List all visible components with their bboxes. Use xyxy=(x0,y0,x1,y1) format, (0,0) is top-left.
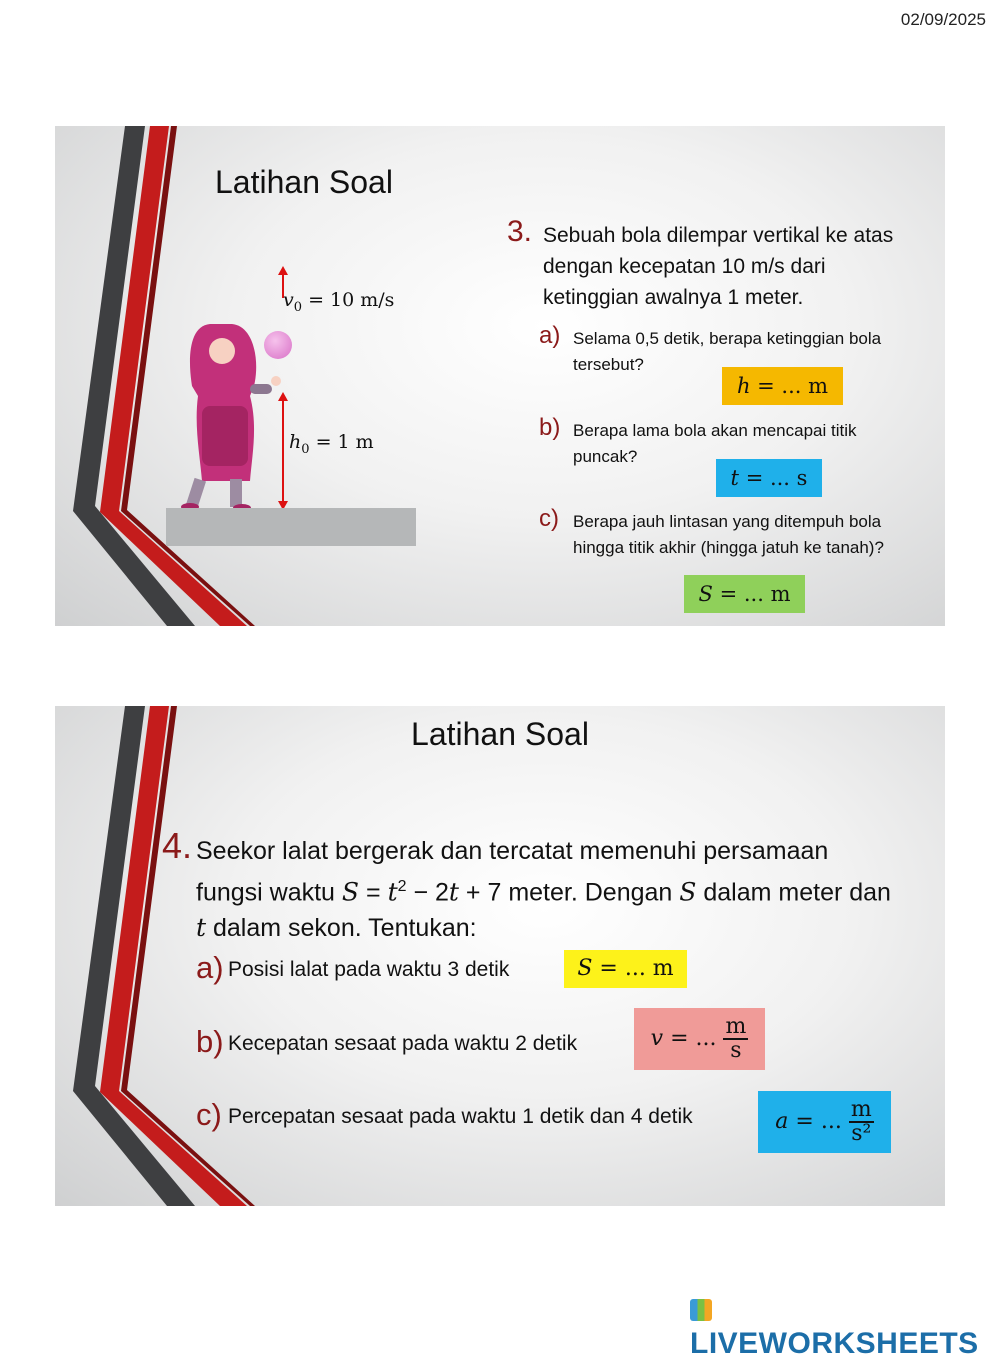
answer-field-distance[interactable]: S = ... m xyxy=(684,575,805,613)
part-label: a) xyxy=(539,322,561,349)
part-text: Kecepatan sesaat pada waktu 2 detik xyxy=(228,1032,578,1055)
question-text: Seekor lalat bergerak dan tercatat memenuhi persamaan fungsi waktu $S = t^2 - 2t + 7$ meter. Dengan S dalam meter dan t dalam sekon. Tentukan: xyxy=(196,837,891,943)
part-label: a) xyxy=(196,950,224,985)
part-text: Percepatan sesaat pada waktu 1 detik dan 4 detik xyxy=(228,1105,693,1128)
question-text: Sebuah bola dilempar vertikal ke atas dengan kecepatan 10 m/s dari ketinggian awalnya 1 meter. xyxy=(543,224,894,309)
answer-field-position[interactable]: S = ... m xyxy=(564,950,687,988)
slide-4 xyxy=(55,706,945,1206)
initial-velocity-label: $v_0 = 10$ m/s xyxy=(283,289,395,315)
slide-3 xyxy=(55,126,945,626)
part-text: Berapa jauh lintasan yang ditempuh bola hingga titik akhir (hingga jatuh ke tanah)? xyxy=(573,512,884,557)
answer-field-time[interactable]: t = ... s xyxy=(716,459,822,497)
slide-title: Latihan Soal xyxy=(411,716,589,752)
answer-field-acceleration[interactable]: a = ... $\frac{m}{\text{s²}}$ xyxy=(758,1091,891,1153)
question-number: 4. xyxy=(162,825,193,866)
question-number: 3. xyxy=(507,215,533,248)
part-label: b) xyxy=(539,414,561,441)
part-label: c) xyxy=(539,505,559,532)
answer-field-velocity[interactable]: v = ... $\frac{m}{s}$ xyxy=(634,1008,765,1070)
initial-height-label: $h_0 = 1$ m xyxy=(289,431,374,457)
part-text: Berapa lama bola akan mencapai titik puncak? xyxy=(573,421,857,466)
part-text: Posisi lalat pada waktu 3 detik xyxy=(228,958,510,981)
part-label: b) xyxy=(196,1024,224,1059)
date-stamp: 02/09/2025 xyxy=(900,10,986,29)
part-text: Selama 0,5 detik, berapa ketinggian bola tersebut? xyxy=(573,329,882,374)
ground-platform xyxy=(166,508,416,546)
liveworksheets-logo[interactable]: LIVEWORKSHEETS xyxy=(690,1293,1000,1361)
answer-field-height[interactable]: h = ... m xyxy=(722,367,843,405)
part-label: c) xyxy=(196,1097,222,1132)
slide-title: Latihan Soal xyxy=(215,164,393,200)
logo-icon xyxy=(690,1299,712,1321)
